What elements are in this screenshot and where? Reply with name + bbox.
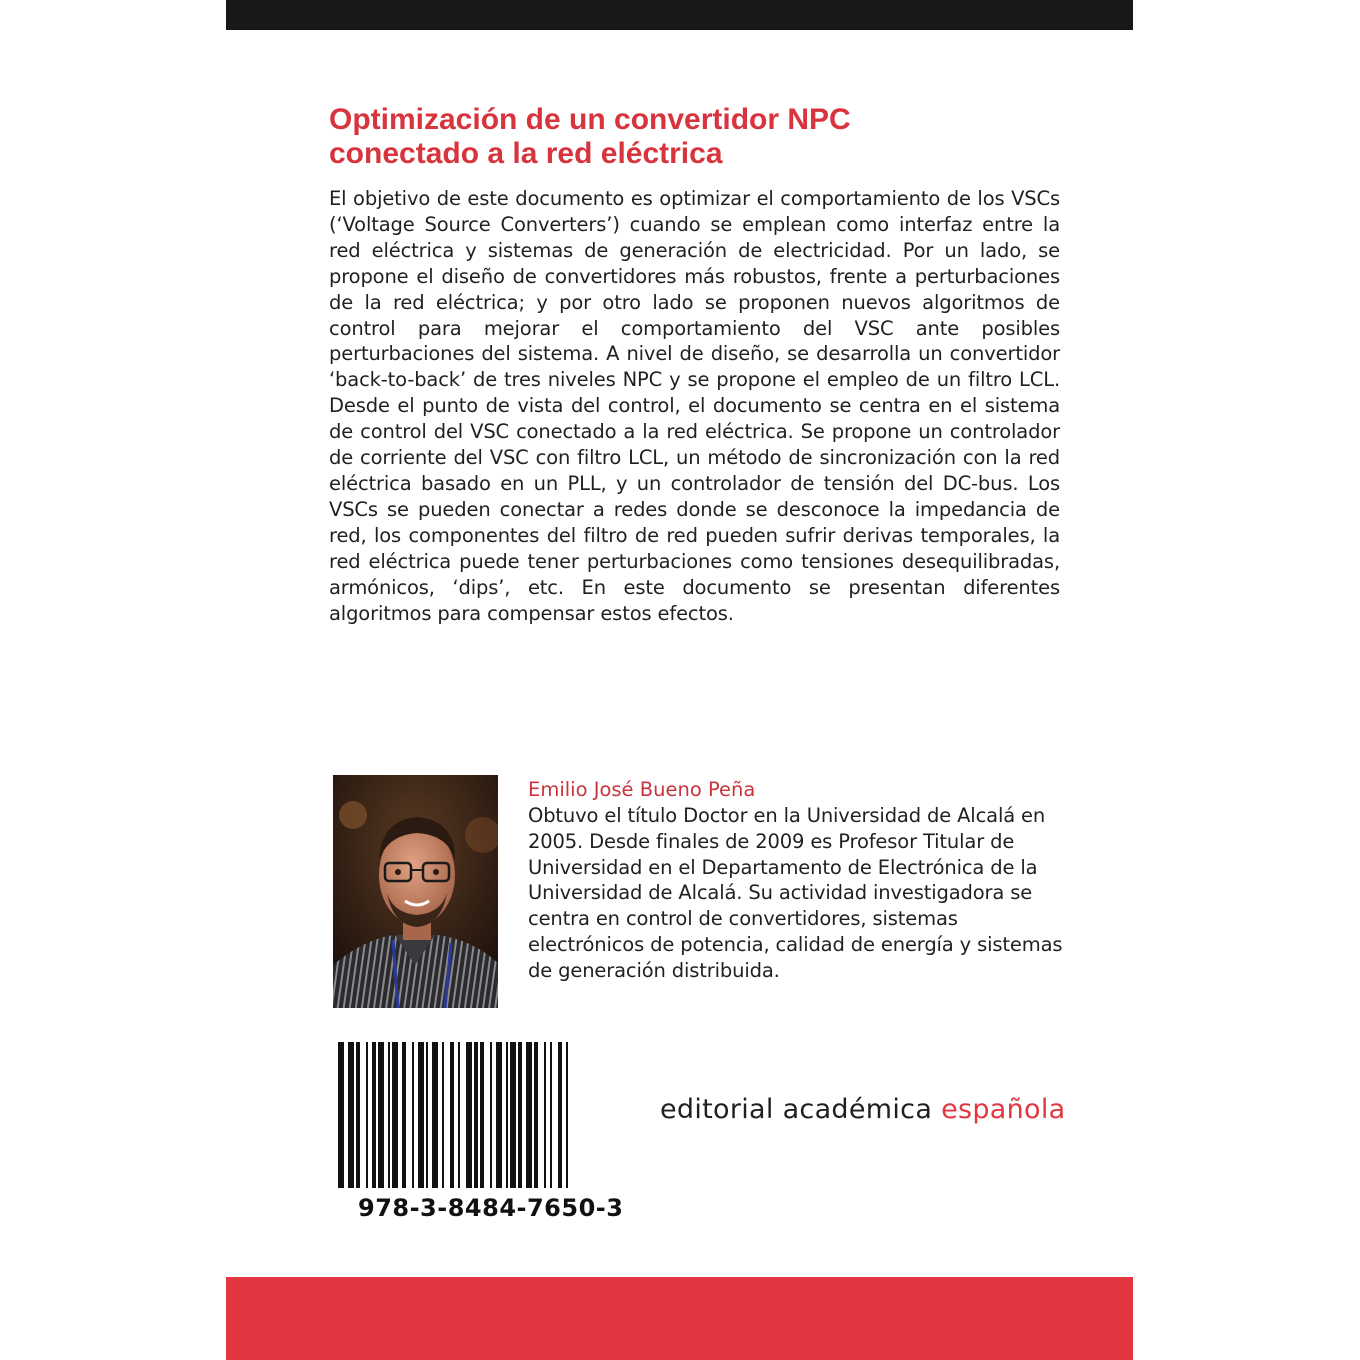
barcode-bar: [450, 1042, 454, 1188]
book-title-line-2: conectado a la red eléctrica: [329, 137, 723, 170]
barcode-bar: [558, 1042, 562, 1188]
author-portrait-image: [333, 775, 498, 1008]
author-photo: [333, 775, 498, 1008]
barcode-bar: [366, 1042, 368, 1188]
barcode-bar: [372, 1042, 376, 1188]
barcode-bar: [392, 1042, 398, 1188]
barcode-bar: [506, 1042, 508, 1188]
publisher-name-main: editorial académica: [660, 1094, 942, 1125]
publisher-logo: [660, 1094, 1066, 1125]
isbn-barcode: [336, 1040, 616, 1190]
barcode-bar: [490, 1042, 492, 1188]
bottom-red-band: [226, 1277, 1133, 1360]
barcode-bar: [566, 1042, 568, 1188]
barcode-bar: [544, 1042, 546, 1188]
barcode-bar: [474, 1042, 478, 1188]
book-title-line-1: Optimización de un convertidor NPC: [329, 103, 851, 136]
publisher-name-accent: española: [941, 1094, 1066, 1125]
barcode-bar: [550, 1042, 552, 1188]
barcode-bar: [426, 1042, 428, 1188]
author-name: Emilio José Bueno Peña: [528, 778, 756, 801]
barcode-bar: [402, 1042, 406, 1188]
author-bio: Obtuvo el título Doctor en la Universidad de Alcalá en 2005. Desde finales de 2009 es Profesor Titular de Universidad en el Departamento de Electrónica de la Universidad de Alcalá. Su actividad investigadora se centra en control de convertidores, sistemas electrónicos de potencia, calidad de energía y sistemas de generación distribuida.: [528, 804, 1063, 982]
barcode-bar: [378, 1042, 384, 1188]
barcode-bar: [480, 1042, 484, 1188]
barcode-bar: [388, 1042, 390, 1188]
barcode-bar: [418, 1042, 424, 1188]
isbn-number: 978-3-8484-7650-3: [358, 1194, 624, 1222]
book-title: [329, 103, 1029, 171]
book-back-cover: [226, 0, 1133, 1360]
barcode-bar: [412, 1042, 414, 1188]
barcode-bar: [348, 1042, 354, 1188]
book-abstract: El objetivo de este documento es optimizar el comportamiento de los VSCs (‘Voltage Source Converters’) cuando se emplean como interfaz entre la red eléctrica y sistemas de generación de electricidad. Por un lado, se propone el diseño de convertidores más robustos, frente a perturbaciones de la red eléctrica; y por otro lado se proponen nuevos algoritmos de control para mejorar el comportamiento del VSC ante posibles perturbaciones del sistema. A nivel de diseño, se desarrolla un convertidor ‘back-to-back’ de tres niveles NPC y se propone el empleo de un filtro LCL. Desde el punto de vista del control, el documento se centra en el sistema de control del VSC conectado a la red eléctrica. Se propone un controlador de corriente del VSC con filtro LCL, un método de sincronización con la red eléctrica basado en un PLL, y un controlador de tensión del DC-bus. Los VSCs se pueden conectar a redes donde se desconoce la impedancia de red, los componentes del filtro de red pueden sufrir derivas temporales, la red eléctrica puede tener perturbaciones como tensiones desequilibradas, armónicos, ‘dips’, etc. En este documento se presentan diferentes algoritmos para compensar estos efectos.: [329, 187, 1060, 625]
barcode-bar: [510, 1042, 516, 1188]
top-dark-band: [226, 0, 1133, 30]
barcode-bar: [458, 1042, 460, 1188]
barcode-bar: [518, 1042, 522, 1188]
barcode-bar: [338, 1042, 344, 1188]
barcode-bar: [356, 1042, 360, 1188]
barcode-bar: [432, 1042, 438, 1188]
barcode-bar: [466, 1042, 472, 1188]
barcode-bar: [526, 1042, 532, 1188]
barcode-bar: [496, 1042, 502, 1188]
barcode-bar: [442, 1042, 444, 1188]
barcode-bar: [534, 1042, 538, 1188]
